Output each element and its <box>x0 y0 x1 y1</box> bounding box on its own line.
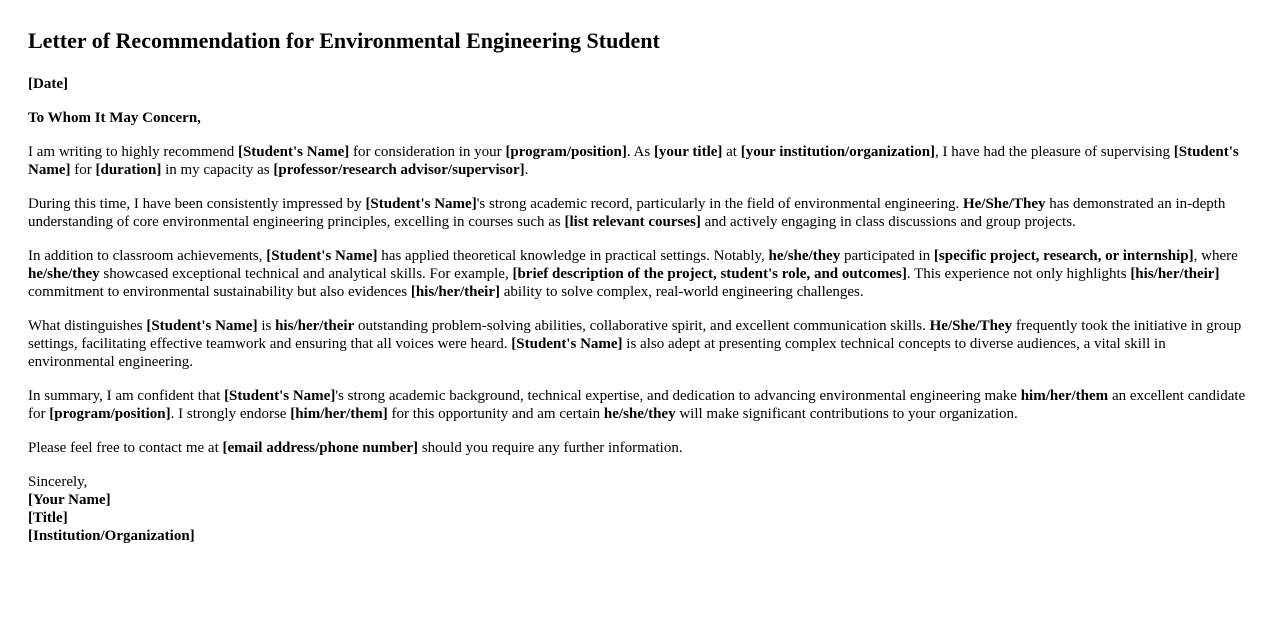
bold-text: he/she/they <box>768 248 841 264</box>
text-run: I am writing to highly recommend <box>28 144 238 160</box>
bold-text: [duration] <box>95 162 162 178</box>
text-run: What distinguishes <box>28 318 147 334</box>
body-paragraph <box>28 143 1250 179</box>
bold-text: [Student's Name] <box>224 388 336 404</box>
text-run: and actively engaging in class discussions and group projects. <box>700 214 1076 230</box>
text-run: , where <box>1193 248 1238 264</box>
signer-name: [Your Name] <box>28 492 111 508</box>
bold-text: [his/her/their] <box>1130 266 1220 282</box>
text-run: participated in <box>840 248 934 264</box>
bold-text: [your title] <box>653 144 723 160</box>
bold-text: [list relevant courses] <box>564 214 701 230</box>
letter-body <box>28 143 1250 457</box>
body-paragraph <box>28 317 1250 371</box>
bold-text: [professor/research advisor/supervisor] <box>273 162 525 178</box>
text-run: is also adept at presenting complex technical concepts to diverse audiences, a vital skill in environmental engineering. <box>28 336 1166 370</box>
text-run: for this opportunity and am certain <box>387 406 604 422</box>
bold-text: him/her/them <box>1020 388 1109 404</box>
signer-organization: [Institution/Organization] <box>28 528 195 544</box>
text-run: commitment to environmental sustainability but also evidences <box>28 284 411 300</box>
signature-block <box>28 473 1250 545</box>
text-run: Please feel free to contact me at <box>28 440 223 456</box>
bold-text: [brief description of the project, student's role, and outcomes] <box>512 266 907 282</box>
signer-title: [Title] <box>28 510 68 526</box>
bold-text: [Student's Name] <box>266 248 378 264</box>
page-title: Letter of Recommendation for Environmental Engineering Student <box>28 28 660 53</box>
text-run: . As <box>626 144 654 160</box>
body-paragraph <box>28 439 1250 457</box>
text-run: for consideration in your <box>349 144 506 160</box>
text-run: During this time, I have been consistently impressed by <box>28 196 366 212</box>
body-paragraph <box>28 195 1250 231</box>
letter-date: [Date] <box>28 76 68 92</box>
bold-text: [your institution/organization] <box>740 144 936 160</box>
bold-text: [Student's Name] <box>28 144 1239 178</box>
bold-text: [program/position] <box>49 406 171 422</box>
text-run: in my capacity as <box>161 162 274 178</box>
text-run: In summary, I am confident that <box>28 388 225 404</box>
bold-text: [email address/phone number] <box>222 440 419 456</box>
text-run: frequently took the initiative in group settings, facilitating effective teamwork and ensuring that all voices were heard. <box>28 318 1242 352</box>
body-paragraph <box>28 387 1250 423</box>
text-run: an excellent candidate for <box>28 388 1246 422</box>
text-run: 's strong academic background, technical expertise, and dedication to advancing environmental engineering make <box>335 388 1021 404</box>
text-run: for <box>70 162 96 178</box>
letter-page <box>0 28 1278 545</box>
bold-text: [Student's Name] <box>511 336 623 352</box>
text-run: . This experience not only highlights <box>906 266 1131 282</box>
bold-text: he/she/they <box>603 406 676 422</box>
text-run: , I have had the pleasure of supervising <box>935 144 1174 160</box>
bold-text: [Student's Name] <box>146 318 258 334</box>
bold-text: his/her/their <box>275 318 355 334</box>
text-run: 's strong academic record, particularly in the field of environmental engineering. <box>476 196 963 212</box>
text-run: is <box>257 318 276 334</box>
body-paragraph <box>28 247 1250 301</box>
bold-text: [him/her/them] <box>290 406 388 422</box>
text-run: . I strongly endorse <box>170 406 291 422</box>
bold-text: [Student's Name] <box>237 144 350 160</box>
bold-text: [specific project, research, or internship] <box>933 248 1194 264</box>
salutation: To Whom It May Concern, <box>28 110 201 126</box>
text-run: outstanding problem-solving abilities, collaborative spirit, and excellent communication skills. <box>354 318 930 334</box>
text-run: In addition to classroom achievements, <box>28 248 267 264</box>
valediction: Sincerely, <box>28 474 88 490</box>
text-run: showcased exceptional technical and analytical skills. For example, <box>99 266 513 282</box>
text-run: . <box>524 162 529 178</box>
bold-text: [program/position] <box>505 144 627 160</box>
text-run: ability to solve complex, real-world engineering challenges. <box>500 284 864 300</box>
bold-text: he/she/they <box>28 266 100 282</box>
bold-text: [Student's Name] <box>365 196 477 212</box>
bold-text: [his/her/their] <box>410 284 500 300</box>
text-run: has applied theoretical knowledge in practical settings. Notably, <box>377 248 769 264</box>
text-run: at <box>722 144 741 160</box>
bold-text: He/She/They <box>929 318 1013 334</box>
text-run: has demonstrated an in-depth understanding of core environmental engineering principles, excelling in courses such as <box>28 196 1226 230</box>
text-run: will make significant contributions to your organization. <box>675 406 1018 422</box>
bold-text: He/She/They <box>962 196 1046 212</box>
text-run: should you require any further information. <box>418 440 683 456</box>
